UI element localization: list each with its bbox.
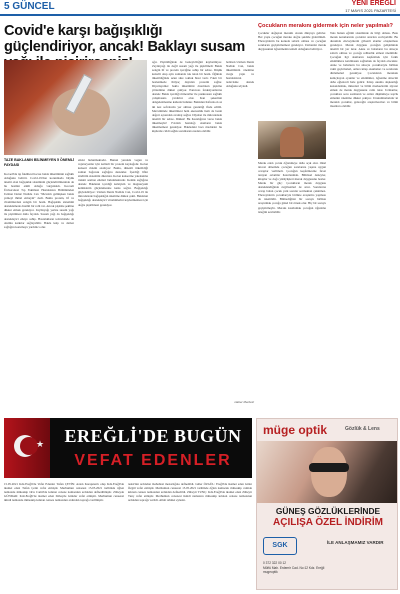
main-story-col-c: ağır. Pişirildiğinde de besleyiciliğini kaybetmiyor. Zeytinyağı ile değil susam yağı ile pişirilmeli: Bakla zengin lif ve protein içeriğine sahip bir sebze. Düşük kalorili olup aynı zamanda tok tutan bir besin. Öğünde tüketildiğinde uzun süre tokluk hissi verir. Fakir bir beslenmede ihtiyaç duyulan proteini sağlar. Diyetisyenler bakla tüketimini önerirken pişirme yöntemine dikkat çekiyor. Pancreas fonksiyonlarına destek: Bakla içerdiği mineraller ile pankreasın sağlıklı çalışmasına yardımcı olur. Kan şekerinin dengelenmesine katkıda bulunur. Baklanın haftada en az iki kez sofralarda yer alması gerektiği ifade edildi. Mevsiminde tüketilmesi hem ekonomik hem de besin değeri açısından avantaj sağlar. Diyabet ile mücadelede önemli bir sebze. Dikkat! Bu hastalığınız varsa bakla tüketmeyin! Favizm hastalığı olanların bakla tüketmemesi gerekiyor. Bakladaki bazı maddeler bu kişilerde ciddi sağlık sorunlarına neden olabilir. [152, 60, 222, 133]
ad-web[interactable]: mugeoptik [263, 570, 278, 575]
issue-date: 17 MAYIS 2021 PAZARTESİ [345, 8, 396, 13]
side-story-col-g: Merak eden çocuk öğrenmeye daha açık olur. Okul öncesi dönemde çocuğun sorularına yaşına uygun cevaplar verilmeli. Çocuğun keşfetmesine fırsat tanıyan ortamlar hazırlanmalı. Bilimsel deneyler, kitaplar ve doğa yürüyüşleri merak duygusunu besler. Merak bir güç: Çocukların merak duygusu desteklendiğinde özgüvenleri de artar. Sorularına cevap bulan çocuk yeni sorular sormaktan çekinmez. Ebeveynlerin çocuklarıyla birlikte araştırma yapması da önemlidir. Bilmediğiniz bir soruyu birlikte araştırmak çocuğa güzel bir örnek olur. Hiç bir soruyu geçiştirmeyin. Merakı kısıtlamak çocuğun öğrenme isteğini azaltabilir. [258, 161, 326, 214]
main-story-col-a: Kocaeli'de tıp fakültesi hocası bakla tüketiminin sağlıklı olduğunu belirtti. Covid-19'dan korunmada büyük önemi olan bağışıklık sisteminin güçlendirilmesinde de bu besinin etkili olduğu vurgulandı. Kocaeli Üniversitesi Tıp Fakültesi Hastalıkları Bölümünden Uzman Deniz Nadide Can "Mevsim gelmişken bakla yemeyi ihmal etmeyin" dedi. Bakla protein, lif ve vitaminlerden zengin bir besin. Bağışıklık sistemini desteklemede önemli bir rolü var. Ancak pişirme şekline dikkat etmek gerekiyor. Zeytinyağı yerine susam yağı ile pişirilmesi daha faydalı. Susam yağı da bağışıklığı destekleyici etkiye sahip. Hastalıkların tedavisinde de olumlu katkılar sağlayabilir. Bakla kalp ve damar sağlığını korumaya yardımcı olur. [4, 172, 74, 229]
sunglasses-icon [309, 463, 349, 472]
obituary-col-i: tesisi'nin ardından mahallesi mezarlığına defnedildi. Güler ÖZGÜL: Ereğli'de ikamet eden Güler Özgül vefat etmiştir. Merhumun cenazesi 15.05.2021 tarihinde öğlen namazını müteakip camide kılınan cenaze namazının ardından defnedildi. Zübeyir TUNÇ: Kdz.Ereğli'de ikamet eden Zübeyir Tunç vefat etmiştir. Merhumun cenazesi ikindi namazını müteakip kılınan cenaze namazının ardından toprağa verildi. Allah rahmet eylesin. [128, 482, 252, 503]
side-story-col-e: Çocuklar doğuştan meraklı olarak dünyaya gelirler. Her yaşta çocuğun merakı doğru şekilde giderilmeli. Ebeveynlerin bu konuda sabırlı olması ve çocuğun sorularını geçiştirmemesi gerekiyor. Uzmanlar merak duygusunun öğrenmenin temeli olduğunu belirtiyor. [258, 31, 326, 52]
main-story-col-b: etkisi bulunmaktadır. Bunun yanında vegan ve vejetaryenler için kaliteli bir protein kaynağıdır. Kolon kanseri riskini azaltıyor: Bakla, düzenli tüketildiği zaman bağırsak sağlığını destekler. İçerdiği lifler sindirim sistemini düzenler. Kolon kanserine yakalanma riskini azaltan etkileri bulunmaktadır. Kemik sağlığına destek: Baklanın içerdiği kalsiyum ve magnezyum kemiklerin güçlenmesine katkı sağlar. Bağışıklığı güçlendiriyor: Uzman Deniz Nadide Can, Covid-19 ile mücadelede bağışıklığın önemine dikkat çekti. Baklanın bağışıklığı destekleyici vitaminlerini kaybetmemesi için doğru pişirilmesi gerekiyor. [78, 158, 148, 207]
ad-tagline: Gözlük & Lens [345, 426, 380, 432]
story-signature: Haber Merkezi [234, 400, 254, 404]
bakla-photo [4, 60, 147, 155]
model-face [311, 447, 347, 497]
ad-phone[interactable]: 0 372 322 00 12 [263, 561, 287, 565]
photo-caption: TAZE BAKLANIN BİLİNMEYEN 5 ÖNEMLİ FAYDASI [4, 158, 75, 167]
obituary-title-line2: VEFAT EDENLER [74, 452, 232, 469]
sgk-logo: SGK [263, 537, 297, 555]
obituary-col-h: 15.05.2021 Kdz.Ereğli'de Vefat Edenler Tufan ÇETİN: Aslen Karapınarlı olup Kdz.Ereğli'de ikamet eden Tufan Çetin vefat etmiştir. Merhumun cenazesi 15.05.2021 tarihinde öğlen namazını müteakip Orta Camii'de kılınan cenaze namazının ardından defnedilmiştir. Zübeyde GÜNDAR: Kdz.Ereğli'de ikamet eden Zübeyde Gündar vefat etmiştir. Merhumun cenazesi ikindi namazını müteakip kılınan cenaze namazının ardından toprağa verilmiştir. [4, 482, 124, 503]
main-story-col-d [226, 60, 254, 416]
obituary-banner [4, 418, 252, 478]
optik-advertisement[interactable] [256, 418, 398, 590]
sgk-note: İLE ANLAŞMAMIZ VARDIR [327, 540, 384, 545]
main-story-col-d-text: belirten Uzman Deniz Nadide Can, bakla tüketiminin önemine vurgu yaptı ve hastalıkların tedavisine destek olduğunu söyledi. [226, 60, 254, 89]
side-story-col-f: Takı bunun eğitim sisteminde de bilgi olması. Bazı merak konularında çocuklar sınırları zorlayabilir. Bu durumda ebeveynlerin güvenli alanlar oluşturması gerekiyor. Merak duygusu çocuğun gelişiminde önemli bir yer tutar. Anne ve babaların bu süreçte sabırlı olması ve çocuğa rehberlik etmesi önemlidir. Çocuğun ilgi alanlarını keşfetmek için farklı etkinliklere katılmasını sağlamak da faydalı olacaktır. Anne ve babaların bu süreçte çocuklarıyla birlikte vakit geçirmeleri, onlara kitap okumaları ve sorularını dinlemeleri gerekiyor. Çocukların merakını kamçılayan oyunlar ve etkinlikler, öğrenme sürecini daha eğlenceli hale getirir. Kitap okuma alışkanlığı kazandırmak, müzeleri ve bilim merkezlerini ziyaret etmek de merak duygusunu canlı tutar. Uzmanlar, çocuklara soru sormanın ve onları düşünmeye teşvik etmenin önemine dikkat çekiyor. Unutulmamalıdır ki meraklı çocuklar, geleceğin araştırmacıları ve bilim insanları olabilir. [330, 31, 398, 108]
ad-address: Müftü Mah. Erdemir Cad. No:12 Kdz. Ereğli [263, 565, 325, 570]
main-headline: Covid'e karşı bağışıklığı güçlendiriyor, ancak! Baklayı susam [4, 23, 245, 55]
star-icon: ★ [36, 440, 45, 450]
masthead [0, 0, 400, 16]
child-shape [280, 127, 304, 157]
ad-logo: müge optik [263, 423, 328, 437]
ad-contacts [263, 561, 393, 575]
page-number: 5 GÜNCEL [4, 1, 55, 12]
ad-headline-2: AÇILIŞA ÖZEL İNDİRİM [273, 517, 383, 528]
ad-headline-1: GÜNEŞ GÖZLÜKLERİNDE [275, 506, 381, 516]
ad-photo [257, 441, 398, 503]
child-photo [258, 121, 326, 159]
brand-name: YENİ EREĞLİ [351, 0, 396, 7]
side-headline: Çocukların merakını gidermek için neler yapılmalı? [258, 23, 393, 29]
obituary-title-line1: EREĞLİ'DE BUGÜN [64, 426, 242, 446]
newspaper-logo [345, 0, 396, 14]
